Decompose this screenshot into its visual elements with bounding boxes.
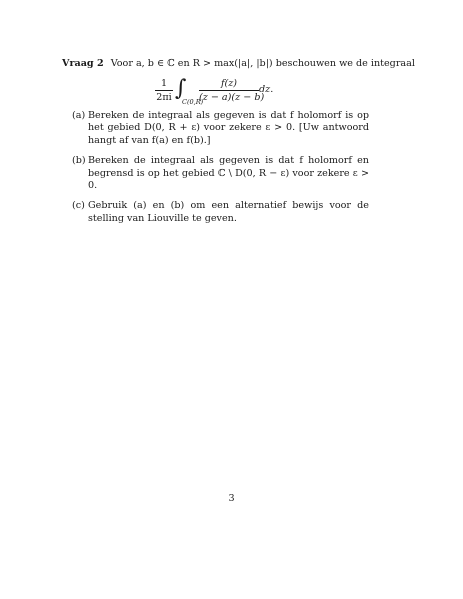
- question-item-b: [72, 155, 369, 192]
- question-items: [72, 110, 369, 233]
- item-marker: (b): [72, 155, 86, 167]
- prefactor-fraction: [155, 78, 173, 103]
- integral-formula: [155, 74, 295, 114]
- question-label: Vraag 2: [62, 58, 104, 69]
- item-text: Gebruik (a) en (b) om een alternatief bewijs voor de stelling van Liouville te geven.: [88, 200, 369, 224]
- item-text: Bereken de integraal als gegeven is dat f holomorf en begrensd is op het gebied ℂ \ D(0, R − ε) voor zekere ε > 0.: [88, 155, 369, 192]
- integrand-denominator: (z − a)(z − b): [199, 92, 265, 103]
- integral-sign: ∫: [175, 76, 187, 101]
- prefactor-numerator: 1: [160, 78, 168, 89]
- prefactor-denominator: 2πi: [156, 92, 172, 103]
- item-text: Bereken de integraal als gegeven is dat f holomorf is op het gebied D(0, R + ε) voor zekere ε > 0. [Uw antwoord hangt af van f(a) en f(b).]: [88, 110, 369, 146]
- integrand-fraction: [199, 78, 265, 103]
- differential: dz.: [259, 84, 274, 95]
- integrand-numerator: f(z): [220, 78, 238, 89]
- question-intro-text: Voor a, b ∈ ℂ en R > max(|a|, |b|) beschouwen we de integraal: [110, 58, 415, 69]
- question-item-c: [72, 200, 369, 225]
- question-item-a: [72, 110, 369, 147]
- item-marker: (c): [72, 200, 85, 212]
- item-marker: (a): [72, 110, 86, 121]
- question-intro: [62, 58, 415, 70]
- page-number: 3: [228, 493, 235, 504]
- fraction-bar: [199, 90, 259, 91]
- fraction-bar: [155, 90, 173, 91]
- contour-subscript: C(0,R): [182, 98, 204, 106]
